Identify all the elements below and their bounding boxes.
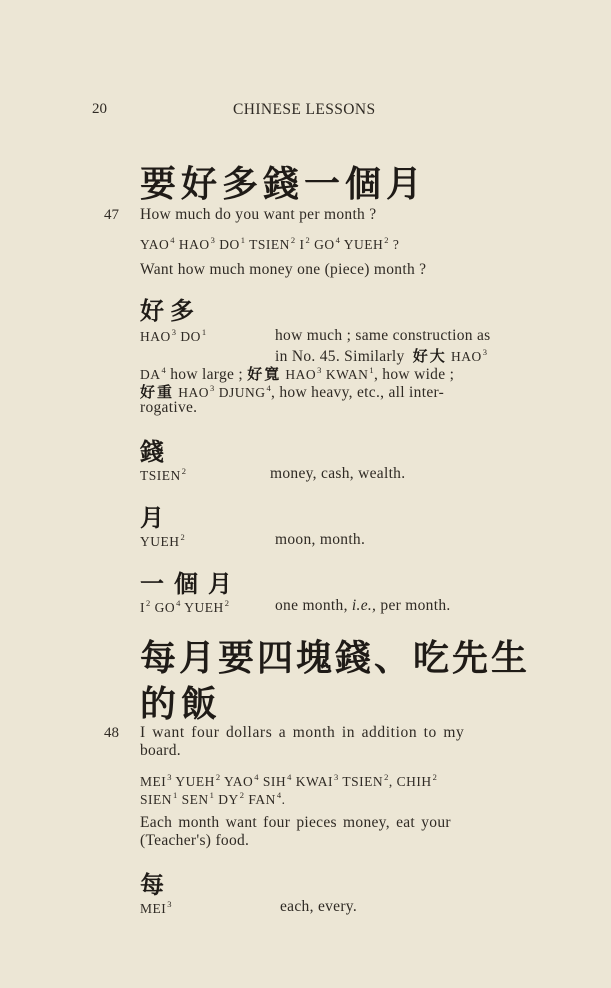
vocab-haodo-romanization: HAO$^3$ $DO^1$ [140, 327, 207, 344]
running-title: CHINESE LESSONS [233, 101, 376, 118]
vocab-haodo-gloss-2: in No. 45. Similarly 好大 HAO$^3$ [275, 347, 488, 365]
vocab-haodo-chinese: 好多 [140, 296, 200, 325]
lesson-48-english-line2: board. [140, 742, 181, 759]
vocab-yueh-gloss: moon, month. [275, 531, 366, 548]
lesson-47-english: How much do you want per month ? [140, 206, 377, 223]
lesson-47-number: 47 [104, 207, 119, 223]
vocab-tsien-chinese: 錢 [140, 437, 170, 466]
lesson-48-english-line1: I want four dollars a month in addition to my [140, 724, 465, 741]
lesson-48-chinese-line2: 的飯 [140, 683, 223, 725]
vocab-tsien-romanization: TSIEN$^2$ [140, 466, 187, 483]
lesson-47-chinese: 要好多錢一個月 [140, 163, 428, 205]
lesson-48-number: 48 [104, 725, 119, 741]
vocab-yueh-chinese: 月 [140, 503, 170, 532]
lesson-47-literal: Want how much money one (piece) month ? [140, 261, 427, 278]
vocab-tsien-gloss: money, cash, wealth. [270, 465, 406, 482]
vocab-haodo-gloss-5: rogative. [140, 399, 198, 416]
vocab-mei-gloss: each, every. [280, 898, 358, 915]
vocab-mei-romanization: MEI$^3$ [140, 899, 172, 916]
vocab-haodo-gloss-1: how much ; same construction as [275, 327, 491, 344]
lesson-48-literal-line1: Each month want four pieces money, eat your [140, 814, 451, 831]
vocab-igoyueh-chinese: 一個月 [140, 569, 242, 598]
lesson-48-romanization-line1: MEI$^3$ YUEH$^2$ YAO$^4$ SIH$^4$ KWAI$^3$ TSIEN$^2$, CHIH$^2$ [140, 772, 438, 789]
vocab-igoyueh-romanization: $I^2$ $GO^4$ YUEH$^2$ [140, 598, 230, 615]
vocab-yueh-romanization: YUEH$^2$ [140, 532, 186, 549]
vocab-mei-chinese: 每 [140, 870, 170, 899]
lesson-48-chinese-line1: 每月要四塊錢、吃先生 [140, 637, 531, 679]
lesson-48-literal-line2: (Teacher's) food. [140, 832, 250, 849]
lesson-47-romanization: YAO$^4$ HAO$^3$ $DO^1$ TSIEN$^2$ $I^2$ $GO^4$ YUEH$^2$ ? [140, 235, 400, 252]
page-number: 20 [92, 101, 107, 117]
lesson-48-romanization-line2: SIEN$^1$ SEN$^1$ $DY^2$ FAN$^4$. [140, 790, 286, 807]
vocab-haodo-gloss-3: $DA^4$ how large ; 好寬 HAO$^3$ KWAN$^1$, how wide ; [140, 365, 455, 383]
vocab-igoyueh-gloss: one month, i.e., per month. [275, 597, 451, 614]
vocab-haodo-gloss-4: 好重 HAO$^3$ DJUNG$^4$, how heavy, etc., all inter- [140, 383, 445, 401]
